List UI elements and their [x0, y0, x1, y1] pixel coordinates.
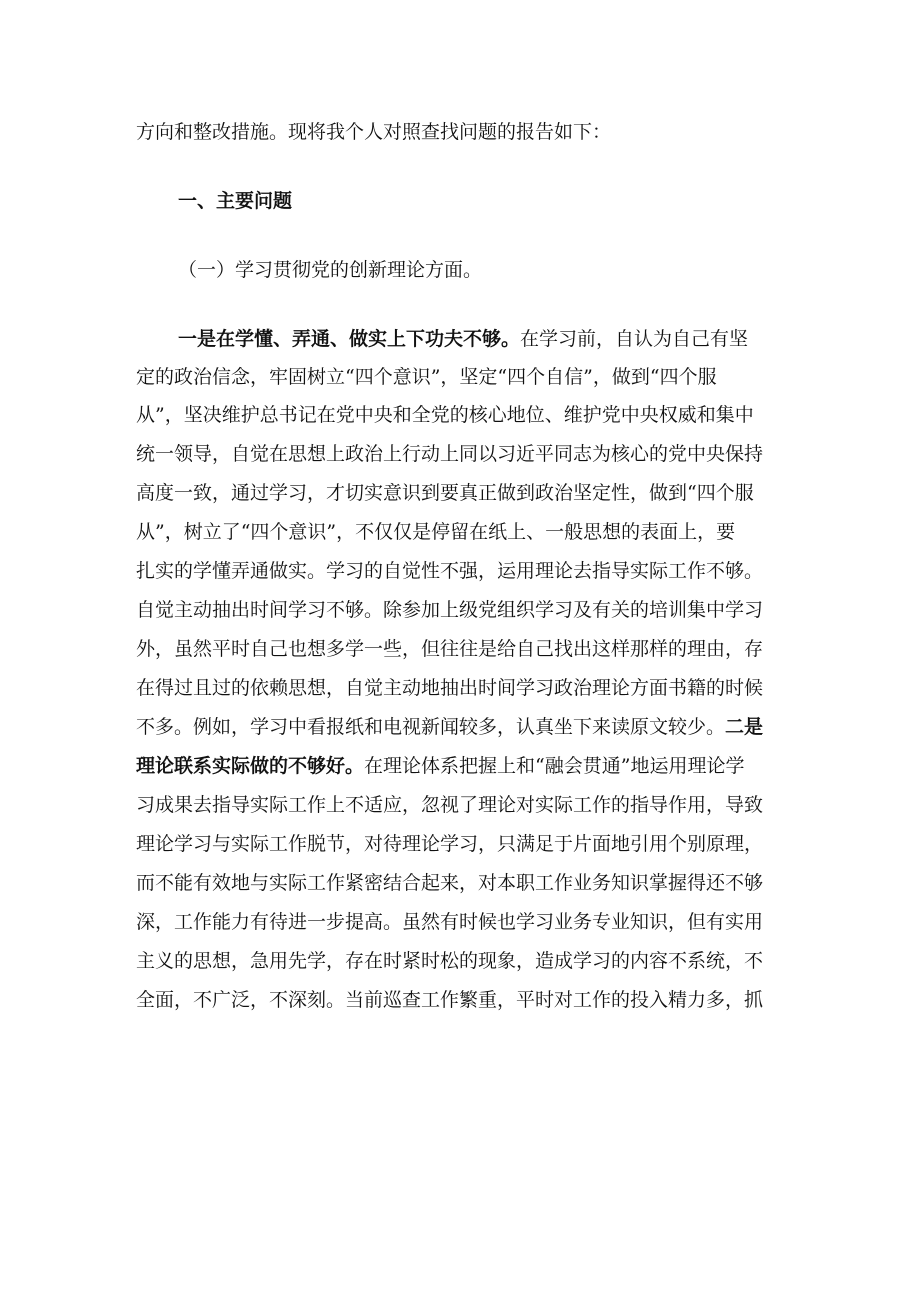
- intro-tail-line: 方向和整改措施。现将我个人对照查找问题的报告如下：: [136, 121, 612, 143]
- paragraph-2-line-1: 理论联系实际做的不够好。在理论体系把握上和“融会贯通”地运用理论学: [136, 755, 745, 777]
- paragraph-2-line-5: 深，工作能力有待进一步提高。虽然有时候也学习业务专业知识，但有实用: [136, 911, 764, 933]
- paragraph-1-line-6: 从”，树立了“四个意识”，不仅仅是停留在纸上、一般思想的表面上，要: [136, 521, 736, 543]
- subsection-heading: （一）学习贯彻党的创新理论方面。: [178, 259, 483, 281]
- paragraph-2-line-7: 全面，不广泛，不深刻。当前巡查工作繁重，平时对工作的投入精力多，抓: [136, 989, 764, 1011]
- paragraph-1-lead: 一是在学懂、弄通、做实上下功夫不够。: [178, 328, 521, 350]
- paragraph-2-line-2: 习成果去指导实际工作上不适应，忽视了理论对实际工作的指导作用，导致: [136, 794, 764, 816]
- paragraph-2-line-4: 而不能有效地与实际工作紧密结合起来，对本职工作业务知识掌握得还不够: [136, 872, 764, 894]
- paragraph-1-line-3: 从”，坚决维护总书记在党中央和全党的核心地位、维护党中央权威和集中: [136, 404, 754, 426]
- paragraph-1-line-11: 不多。例如，学习中看报纸和电视新闻较多，认真坐下来读原文较少。二是: [136, 716, 764, 738]
- paragraph-1-line-9: 外，虽然平时自己也想多学一些，但往往是给自己找出这样那样的理由，存: [136, 638, 764, 660]
- paragraph-1-line-1: 一是在学懂、弄通、做实上下功夫不够。在学习前，自认为自己有坚: [178, 328, 749, 350]
- paragraph-1-line-5: 高度一致，通过学习，才切实意识到要真正做到政治坚定性，做到“四个服: [136, 482, 754, 504]
- paragraph-1-line-8: 自觉主动抽出时间学习不够。除参加上级党组织学习及有关的培训集中学习: [136, 599, 764, 621]
- paragraph-1-line-2: 定的政治信念，牢固树立“四个意识”，坚定“四个自信”，做到“四个服: [136, 366, 717, 388]
- section-heading: 一、主要问题: [178, 190, 293, 212]
- paragraph-1-line-7: 扎实的学懂弄通做实。学习的自觉性不强，运用理论去指导实际工作不够。: [136, 560, 764, 582]
- paragraph-2-lead-part1: 二是: [725, 716, 764, 738]
- paragraph-1-line-4: 统一领导，自觉在思想上政治上行动上同以习近平同志为核心的党中央保持: [136, 443, 764, 465]
- paragraph-2-line-3: 理论学习与实际工作脱节，对待理论学习，只满足于片面地引用个别原理，: [136, 833, 764, 855]
- paragraph-2-lead-part2: 理论联系实际做的不够好。: [136, 755, 365, 777]
- paragraph-2-line-6: 主义的思想，急用先学，存在时紧时松的现象，造成学习的内容不系统，不: [136, 950, 764, 972]
- paragraph-1-line-10: 在得过且过的依赖思想，自觉主动地抽出时间学习政治理论方面书籍的时候: [136, 677, 764, 699]
